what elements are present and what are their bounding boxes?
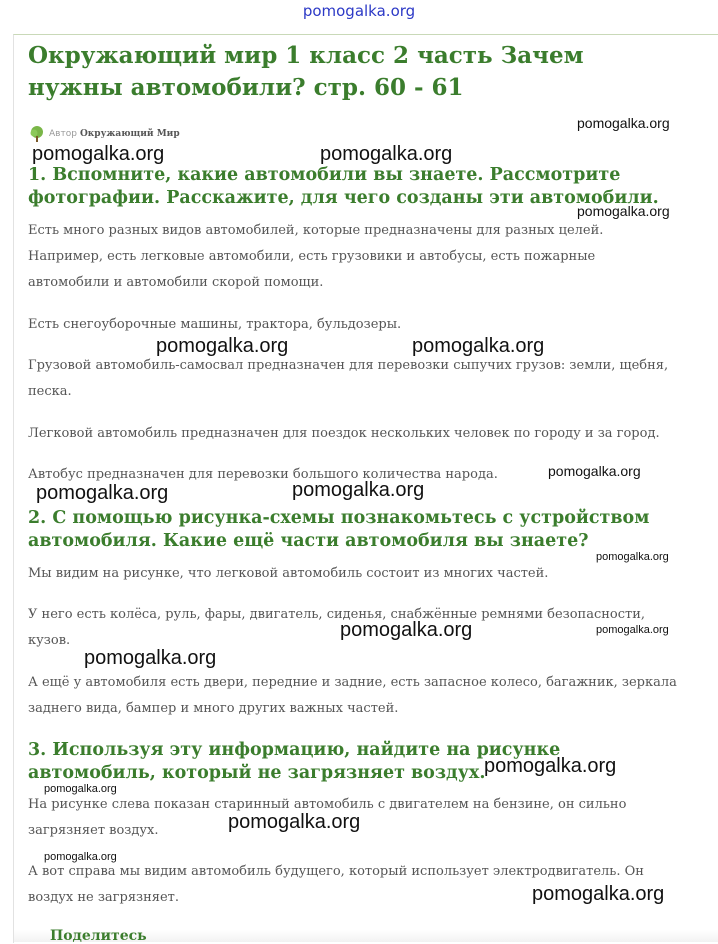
tree-icon	[28, 125, 46, 143]
question-heading: 3. Используя эту информацию, найдите на рисунке автомобиль, который не загрязняет воздух.	[28, 740, 561, 783]
answer-paragraph: Есть снегоуборочные машины, трактора, бульдозеры.	[28, 317, 402, 332]
question-heading: 2. С помощью рисунка-схемы познакомьтесь с устройством автомобиля. Какие ещё части автомобиля вы знаете?	[28, 508, 650, 551]
answer-paragraph: Грузовой автомобиль-самосвал предназначен для перевозки сыпучих грузов: земли, щебня, песка.	[28, 358, 669, 399]
answer-paragraph: Есть много разных видов автомобилей, которые предназначены для разных целей. Например, есть легковые автомобили, есть грузовики и автобусы, есть пожарные автомобили и автомобили скорой помощи.	[28, 223, 604, 290]
watermark: pomogalka.org	[36, 482, 169, 504]
watermark: pomogalka.org	[44, 783, 117, 795]
watermark: pomogalka.org	[320, 143, 453, 165]
watermark: pomogalka.org	[532, 883, 665, 905]
answer-paragraph: А ещё у автомобиля есть двери, передние и задние, есть запасное колесо, багажник, зеркала заднего вида, бампер и много других важных частей.	[28, 675, 677, 716]
answer-paragraph: А вот справа мы видим автомобиль будущего, который использует электродвигатель. Он воздух не загрязняет.	[28, 864, 644, 905]
answer-paragraph: Мы видим на рисунке, что легковой автомобиль состоит из многих частей.	[28, 566, 549, 581]
watermark: pomogalka.org	[340, 619, 473, 641]
watermark: pomogalka.org	[32, 143, 165, 165]
question-heading: 1. Вспомните, какие автомобили вы знаете. Рассмотрите фотографии. Расскажите, для чего созданы эти автомобили.	[28, 165, 659, 208]
watermark: pomogalka.org	[412, 335, 545, 357]
answer-paragraph: У него есть колёса, руль, фары, двигатель, сиденья, снабжённые ремнями безопасности, кузов.	[28, 607, 646, 648]
watermark: pomogalka.org	[44, 851, 117, 863]
watermark: pomogalka.org	[484, 755, 617, 777]
share-heading: Поделитесь	[50, 928, 147, 944]
author-label: Автор	[49, 129, 77, 139]
watermark: pomogalka.org	[292, 479, 425, 501]
answer-paragraph: Автобус предназначен для перевозки большого количества народа.	[28, 467, 498, 482]
author-line	[28, 124, 180, 144]
watermark: pomogalka.org	[156, 335, 289, 357]
page-title: Окружающий мир 1 класс 2 часть Зачем нужны автомобили? стр. 60 - 61	[28, 42, 584, 101]
watermark: pomogalka.org	[577, 115, 670, 131]
watermark: pomogalka.org	[596, 624, 669, 636]
watermark: pomogalka.org	[548, 463, 641, 479]
site-link[interactable]: pomogalka.org	[302, 2, 416, 20]
answer-paragraph: Легковой автомобиль предназначен для поездок нескольких человек по городу и за город.	[28, 426, 660, 441]
watermark: pomogalka.org	[84, 647, 217, 669]
watermark: pomogalka.org	[596, 551, 669, 563]
watermark: pomogalka.org	[577, 203, 670, 219]
top-bar	[0, 0, 718, 32]
watermark: pomogalka.org	[228, 811, 361, 833]
answer-paragraph: На рисунке слева показан старинный автомобиль с двигателем на бензине, он сильно загрязняет воздух.	[28, 797, 627, 838]
author-name[interactable]: Окружающий Мир	[79, 129, 180, 139]
